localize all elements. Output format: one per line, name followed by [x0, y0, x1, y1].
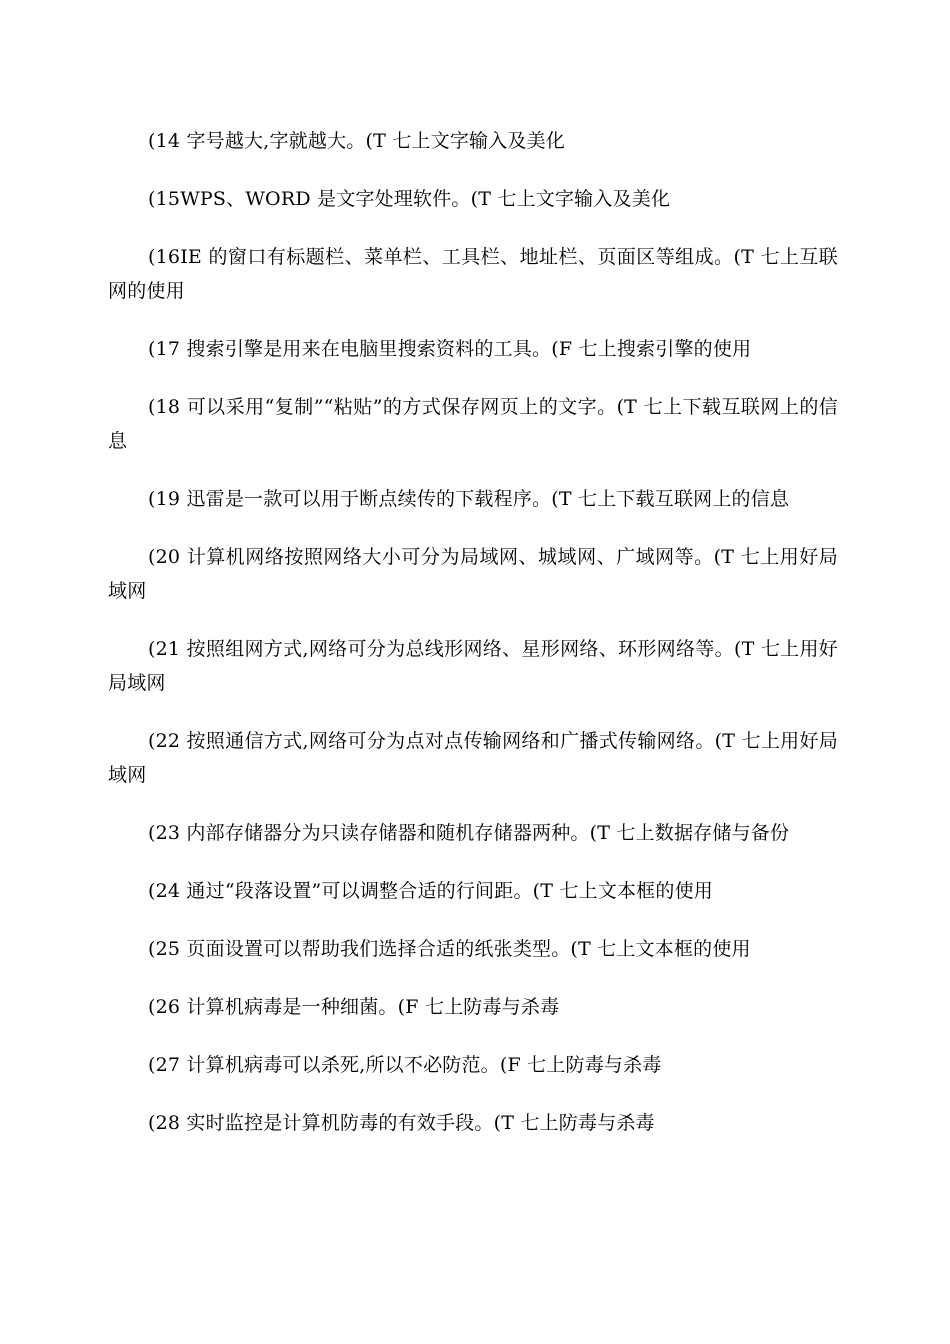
question-item-18: (18 可以采用“复制”“粘贴”的方式保存网页上的文字。(T 七上下载互联网上的信息 — [108, 396, 838, 452]
question-list — [108, 124, 838, 1164]
question-item-14: (14 字号越大,字就越大。(T 七上文字输入及美化 — [148, 130, 565, 152]
question-item-26: (26 计算机病毒是一种细菌。(F 七上防毒与杀毒 — [148, 996, 560, 1018]
question-item-21: (21 按照组网方式,网络可分为总线形网络、星形网络、环形网络等。(T 七上用好局域网 — [108, 638, 838, 694]
question-item-16: (16IE 的窗口有标题栏、菜单栏、工具栏、地址栏、页面区等组成。(T 七上互联网的使用 — [108, 246, 838, 302]
question-item-15: (15WPS、WORD 是文字处理软件。(T 七上文字输入及美化 — [148, 188, 671, 210]
question-item-24: (24 通过“段落设置”可以调整合适的行间距。(T 七上文本框的使用 — [148, 880, 713, 902]
question-item-20: (20 计算机网络按照网络大小可分为局域网、城域网、广域网等。(T 七上用好局域网 — [108, 546, 838, 602]
question-item-19: (19 迅雷是一款可以用于断点续传的下载程序。(T 七上下载互联网上的信息 — [148, 488, 790, 510]
question-item-28: (28 实时监控是计算机防毒的有效手段。(T 七上防毒与杀毒 — [148, 1112, 655, 1134]
question-item-23: (23 内部存储器分为只读存储器和随机存储器两种。(T 七上数据存储与备份 — [148, 822, 790, 844]
question-item-27: (27 计算机病毒可以杀死,所以不必防范。(F 七上防毒与杀毒 — [148, 1054, 662, 1076]
question-item-17: (17 搜索引擎是用来在电脑里搜索资料的工具。(F 七上搜索引擎的使用 — [148, 338, 752, 360]
question-item-25: (25 页面设置可以帮助我们选择合适的纸张类型。(T 七上文本框的使用 — [148, 938, 751, 960]
question-item-22: (22 按照通信方式,网络可分为点对点传输网络和广播式传输网络。(T 七上用好局域网 — [108, 730, 838, 786]
